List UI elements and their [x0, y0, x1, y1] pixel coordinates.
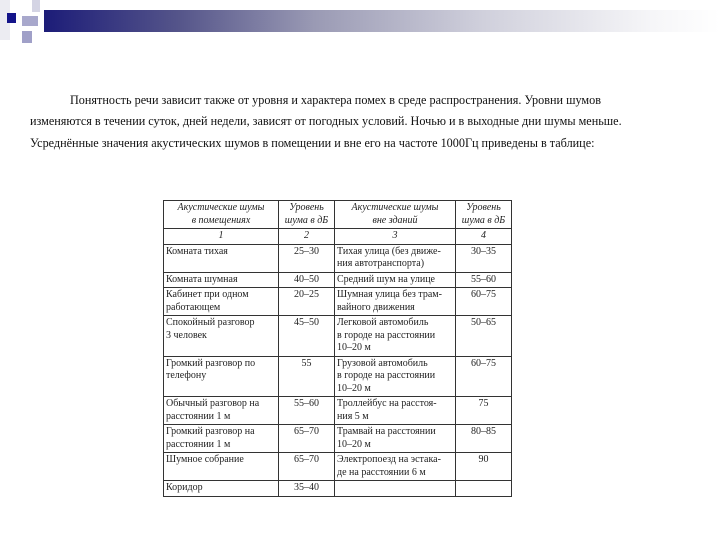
noise-source-cell: Шумная улица без трам- вайного движения [335, 288, 456, 316]
noise-source-cell: Спокойный разговор 3 человек [164, 316, 279, 357]
table-row [164, 481, 512, 497]
noise-source-cell: Кабинет при одном работающем [164, 288, 279, 316]
table-row [164, 288, 512, 316]
noise-level-cell: 30–35 [456, 244, 512, 272]
noise-level-cell: 55–60 [279, 397, 335, 425]
body-paragraph: Понятность речи зависит также от уровня и характера помех в среде распространения. Уровни шумов изменяются в течении суток, дней недели, зависят от погодных условий. Ночью и в выходные дни шумы меньше. Усреднённые значения акустических шумов в помещении и вне его на частоте 1000Гц приведены в таблице: [30, 93, 622, 150]
header-cell: Уровень шума в дБ [279, 201, 335, 229]
table-row [164, 356, 512, 397]
title-bar-decoration [44, 10, 720, 32]
noise-level-cell: 20–25 [279, 288, 335, 316]
noise-source-cell: Электропоезд на эстака- де на расстоянии 6 м [335, 453, 456, 481]
noise-level-table [163, 200, 512, 497]
decor-square [22, 16, 38, 26]
noise-level-cell: 40–50 [279, 272, 335, 288]
noise-source-cell [335, 481, 456, 497]
table-row [164, 272, 512, 288]
noise-level-cell: 60–75 [456, 288, 512, 316]
noise-source-cell: Громкий разговор по телефону [164, 356, 279, 397]
decor-square [22, 31, 32, 43]
noise-level-cell: 60–75 [456, 356, 512, 397]
header-cell: Уровень шума в дБ [456, 201, 512, 229]
table-row [164, 316, 512, 357]
noise-level-cell: 65–70 [279, 425, 335, 453]
noise-source-cell: Средний шум на улице [335, 272, 456, 288]
table-row [164, 397, 512, 425]
decor-square [7, 13, 16, 23]
table-header-row [164, 201, 512, 229]
header-cell: Акустические шумы вне зданий [335, 201, 456, 229]
noise-level-cell: 50–65 [456, 316, 512, 357]
noise-source-cell: Комната шумная [164, 272, 279, 288]
decor-square [32, 0, 40, 12]
noise-source-cell: Легковой автомобиль в городе на расстоянии 10–20 м [335, 316, 456, 357]
column-number: 1 [164, 229, 279, 245]
column-number-row [164, 229, 512, 245]
noise-level-cell: 75 [456, 397, 512, 425]
column-number: 2 [279, 229, 335, 245]
noise-level-cell: 80–85 [456, 425, 512, 453]
noise-source-cell: Обычный разговор на расстоянии 1 м [164, 397, 279, 425]
noise-level-cell: 35–40 [279, 481, 335, 497]
noise-level-cell: 55–60 [456, 272, 512, 288]
table-row [164, 244, 512, 272]
column-number: 3 [335, 229, 456, 245]
noise-level-cell: 65–70 [279, 453, 335, 481]
noise-level-cell: 25–30 [279, 244, 335, 272]
table-row [164, 453, 512, 481]
header-cell: Акустические шумы в помещениях [164, 201, 279, 229]
noise-source-cell: Тихая улица (без движе- ния автотранспорта) [335, 244, 456, 272]
noise-level-cell [456, 481, 512, 497]
table-row [164, 425, 512, 453]
noise-level-cell: 90 [456, 453, 512, 481]
noise-source-cell: Громкий разговор на расстоянии 1 м [164, 425, 279, 453]
noise-source-cell: Троллейбус на расстоя- ния 5 м [335, 397, 456, 425]
noise-source-cell: Грузовой автомобиль в городе на расстоянии 10–20 м [335, 356, 456, 397]
noise-source-cell: Трамвай на расстоянии 10–20 м [335, 425, 456, 453]
noise-level-cell: 45–50 [279, 316, 335, 357]
noise-source-cell: Коридор [164, 481, 279, 497]
column-number: 4 [456, 229, 512, 245]
noise-source-cell: Шумное собрание [164, 453, 279, 481]
noise-source-cell: Комната тихая [164, 244, 279, 272]
noise-level-cell: 55 [279, 356, 335, 397]
